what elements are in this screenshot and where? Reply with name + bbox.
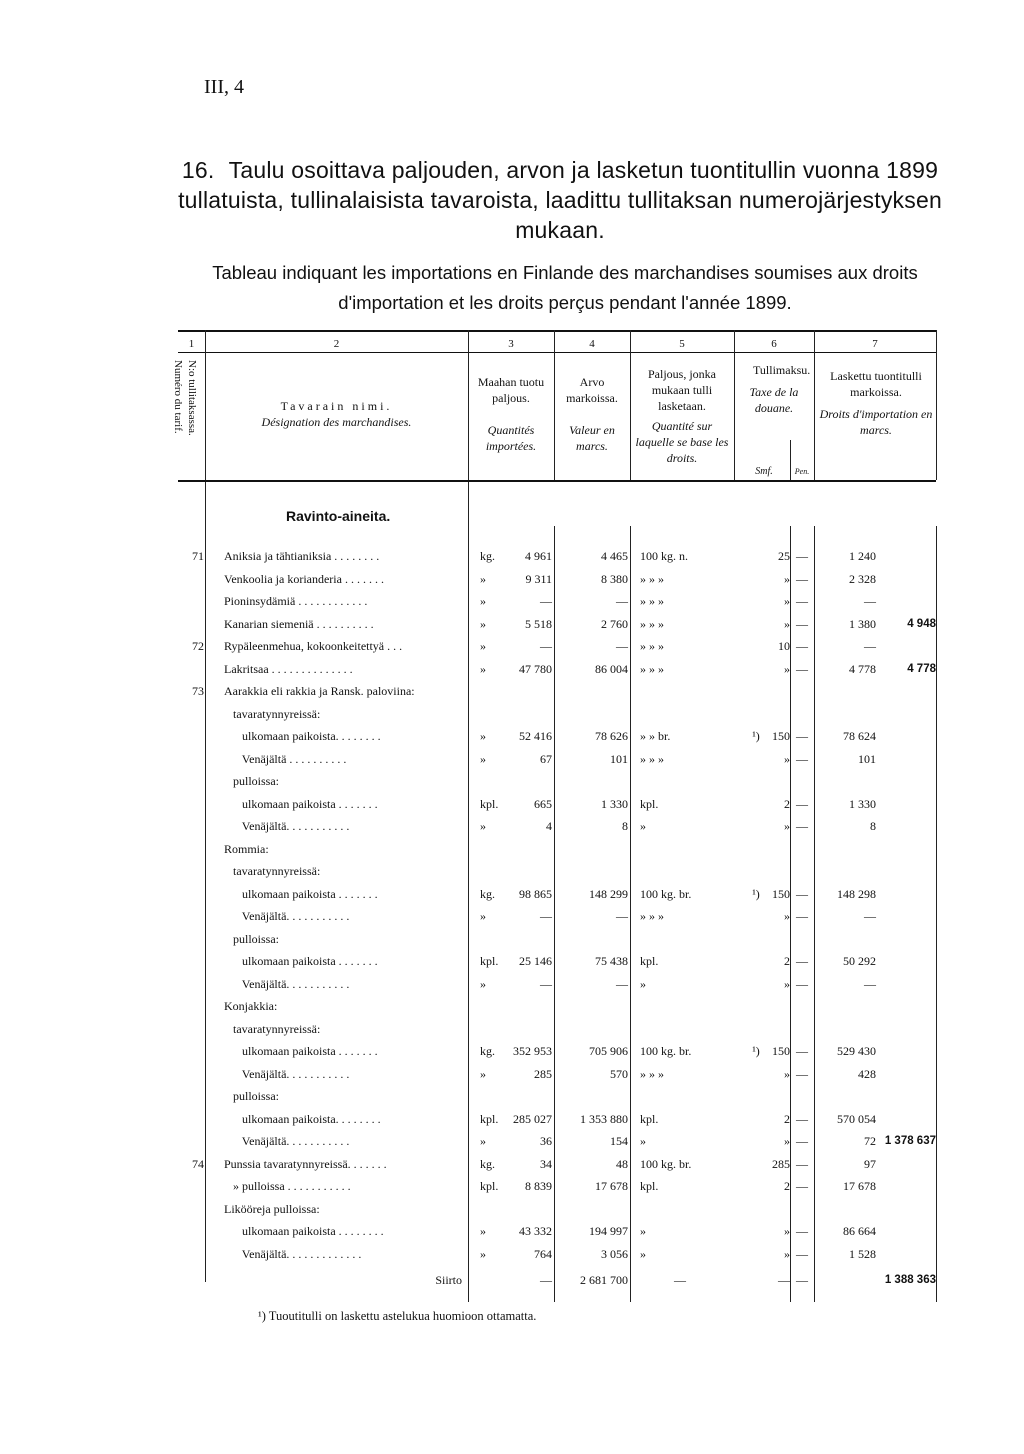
quantity: — — [540, 594, 552, 608]
duty-rate: 150 — [772, 1044, 790, 1058]
header-col6-fi: Tullimaksu. — [753, 363, 811, 377]
unit: » — [480, 571, 486, 586]
quantity: 43 332 — [519, 1224, 552, 1238]
header-col6-sub2: Pen. — [794, 467, 810, 476]
header-col6-sub1: Smf. — [755, 466, 773, 477]
item-name: pulloissa: — [224, 931, 280, 946]
title-french: Tableau indiquant les importations en Finlande des marchandises soumises aux droits d'importation et les droits perçus pendant l'année 1899. — [212, 262, 918, 313]
unit: » — [480, 616, 486, 631]
value: 78 626 — [595, 729, 628, 743]
value: 1 353 880 — [580, 1111, 628, 1126]
unit: kg. — [480, 1044, 495, 1058]
rate-pennies: — — [796, 819, 808, 833]
rate-pennies: — — [796, 661, 808, 676]
duty-rate: » — [784, 976, 790, 991]
table-row — [178, 749, 936, 770]
value: 3 056 — [601, 1246, 628, 1261]
table-row — [178, 546, 936, 567]
header-col4-fi: Arvo markoissa. — [566, 375, 618, 405]
duty-amount: 529 430 — [837, 1044, 876, 1058]
footnote-mark: ¹) — [752, 729, 760, 743]
duty-basis: » — [640, 1246, 646, 1261]
duty-basis: » » » — [640, 909, 664, 923]
rate-pennies: — — [796, 1111, 808, 1126]
item-name: Likööreja pulloissa: — [224, 1201, 320, 1216]
table-row — [178, 1019, 936, 1040]
quantity: 67 — [540, 751, 552, 766]
duty-amount: 101 — [858, 751, 876, 766]
unit: » — [480, 1134, 486, 1148]
item-name: tavaratynnyreissä: — [224, 706, 321, 721]
value: 1 330 — [601, 796, 628, 811]
value: — — [616, 639, 628, 653]
table-row — [178, 1221, 936, 1242]
rate-pennies: — — [796, 729, 808, 743]
item-name: ulkomaan paikoista . . . . . . . — [224, 886, 378, 901]
value: — — [616, 909, 628, 923]
item-name: Aniksia ja tähtianiksia . . . . . . . . — [224, 549, 380, 563]
item-name: Pioninsydämiä . . . . . . . . . . . . — [224, 594, 368, 608]
duty-rate: » — [784, 661, 790, 676]
total-dash: — — [796, 1273, 808, 1287]
header-col1-fi: N:o tullitaksassa. — [186, 360, 198, 436]
group-total: 4 778 — [907, 662, 936, 675]
duty-rate: 150 — [772, 729, 790, 743]
duty-basis: » » » — [640, 751, 664, 766]
duty-amount: 1 380 — [849, 616, 876, 631]
item-name: pulloissa: — [224, 774, 280, 788]
duty-amount: 570 054 — [837, 1111, 876, 1126]
header-col5-fr: Quantité sur laquelle se base les droits. — [635, 419, 729, 465]
header-col3-fi: Maahan tuotu paljous. — [477, 375, 545, 405]
duty-amount: — — [864, 594, 876, 608]
duty-basis: » » » — [640, 616, 664, 631]
unit: » — [480, 639, 486, 653]
table-row — [178, 974, 936, 995]
item-name: Venäjältä. . . . . . . . . . . . . — [224, 1246, 362, 1261]
quantity: 352 953 — [513, 1044, 552, 1058]
duty-amount: 17 678 — [843, 1179, 876, 1193]
quantity: 5 518 — [525, 616, 552, 631]
rate-pennies: — — [796, 594, 808, 608]
duty-rate: 285 — [772, 1156, 790, 1171]
duty-amount: 1 330 — [849, 796, 876, 811]
unit: » — [480, 661, 486, 676]
total-base: — — [674, 1273, 686, 1287]
item-name: Aarakkia eli rakkia ja Ransk. paloviina: — [224, 684, 415, 698]
value: — — [616, 594, 628, 608]
duty-basis: » » » — [640, 594, 664, 608]
group-total: 4 948 — [907, 617, 936, 630]
unit: kpl. — [480, 1179, 499, 1193]
duty-rate: » — [784, 1066, 790, 1081]
quantity: — — [540, 909, 552, 923]
value: 75 438 — [595, 954, 628, 968]
rate-pennies: — — [796, 1179, 808, 1193]
duty-amount: — — [864, 976, 876, 991]
tariff-number: 73 — [192, 684, 204, 698]
header-col2-fr: Désignation des marchandises. — [261, 415, 412, 429]
item-name: Konjakkia: — [224, 999, 278, 1013]
quantity: 285 027 — [513, 1111, 552, 1126]
duty-basis: » » » — [640, 639, 664, 653]
rate-pennies: — — [796, 796, 808, 811]
header-col7-fr: Droits d'importation en marcs. — [819, 407, 933, 437]
header-col5 — [632, 366, 732, 466]
duty-basis: kpl. — [640, 954, 659, 968]
rate-pennies: — — [796, 751, 808, 766]
duty-rate: 2 — [784, 796, 790, 811]
unit: » — [480, 1224, 486, 1238]
rate-pennies: — — [796, 954, 808, 968]
duty-basis: » — [640, 1224, 646, 1238]
title-finnish-text: Taulu osoittava paljouden, arvon ja lasketun tuontitullin vuonna 1899 tullatuista, tullinalaisista tavaroista, laadittu tullitaksan numerojärjestyksen mukaan. — [178, 157, 942, 243]
unit: » — [480, 729, 486, 743]
value: 8 — [622, 819, 628, 833]
item-name: ulkomaan paikoista . . . . . . . — [224, 1044, 378, 1058]
duty-basis: 100 kg. br. — [640, 1156, 692, 1171]
table-row — [178, 1109, 936, 1130]
header-col3-fr: Quantités importées. — [485, 423, 537, 453]
quantity: 4 961 — [525, 549, 552, 563]
rate-pennies: — — [796, 1044, 808, 1058]
header-col7-fi: Laskettu tuontitulli markoissa. — [830, 369, 922, 399]
col-divider-6 — [814, 330, 815, 480]
colnum-4: 4 — [589, 338, 595, 350]
quantity: 285 — [534, 1066, 552, 1081]
table-row — [178, 704, 936, 725]
rate-pennies: — — [796, 549, 808, 563]
item-name: » pulloissa . . . . . . . . . . . — [224, 1179, 351, 1193]
item-name: ulkomaan paikoista. . . . . . . . — [224, 729, 381, 743]
page-number: III, 4 — [204, 76, 244, 98]
tariff-number: 74 — [192, 1156, 204, 1171]
unit: kg. — [480, 1156, 495, 1171]
rate-pennies: — — [796, 976, 808, 991]
table-row — [178, 1086, 936, 1107]
duty-basis: 100 kg. br. — [640, 1044, 692, 1058]
unit: kpl. — [480, 1111, 499, 1126]
rate-pennies: — — [796, 639, 808, 653]
quantity: 9 311 — [525, 571, 552, 586]
duty-amount: 4 778 — [849, 661, 876, 676]
item-name: Venäjältä. . . . . . . . . . . — [224, 976, 350, 991]
duty-basis: » » br. — [640, 729, 671, 743]
duty-basis: kpl. — [640, 1179, 659, 1193]
duty-basis: » » » — [640, 571, 664, 586]
col-divider-7 — [936, 330, 937, 480]
item-name: Lakritsaa . . . . . . . . . . . . . . — [224, 661, 353, 676]
quantity: 98 865 — [519, 886, 552, 901]
table-row — [178, 659, 936, 680]
rate-pennies: — — [796, 909, 808, 923]
duty-rate: » — [784, 571, 790, 586]
table-row — [178, 816, 936, 837]
duty-amount: 97 — [864, 1156, 876, 1171]
quantity: 34 — [540, 1156, 552, 1171]
table-row — [178, 569, 936, 590]
import-table — [172, 330, 936, 1300]
colnum-2: 2 — [333, 338, 340, 350]
duty-basis: kpl. — [640, 796, 659, 811]
duty-amount: 148 298 — [837, 886, 876, 901]
unit: » — [480, 819, 486, 833]
colnum-5: 5 — [679, 338, 685, 350]
duty-amount: 86 664 — [843, 1224, 876, 1238]
duty-rate: 10 — [778, 639, 790, 653]
quantity: — — [540, 639, 552, 653]
value: 48 — [616, 1156, 628, 1171]
unit: » — [480, 1066, 486, 1081]
quantity: 52 416 — [519, 729, 552, 743]
footnote-mark: ¹) — [752, 1044, 760, 1058]
table-row — [178, 1244, 936, 1265]
duty-basis: kpl. — [640, 1111, 659, 1126]
header-col3 — [468, 374, 554, 454]
unit: kg. — [480, 886, 495, 901]
quantity: 4 — [546, 819, 552, 833]
colnum-6: 6 — [771, 338, 777, 350]
item-name: Venäjältä. . . . . . . . . . . — [224, 1066, 350, 1081]
unit: » — [480, 909, 486, 923]
item-name: Rommia: — [224, 841, 269, 856]
duty-rate: » — [784, 1224, 790, 1238]
item-name: Venäjältä. . . . . . . . . . . — [224, 909, 350, 923]
rate-pennies: — — [796, 1224, 808, 1238]
table-row — [178, 861, 936, 882]
value: 154 — [610, 1134, 628, 1148]
item-name: ulkomaan paikoista. . . . . . . . — [224, 1111, 381, 1126]
table-row — [178, 1041, 936, 1062]
quantity: 25 146 — [519, 954, 552, 968]
duty-rate: 2 — [784, 954, 790, 968]
duty-rate: 150 — [772, 886, 790, 901]
duty-amount: 8 — [870, 819, 876, 833]
item-name: Rypäleenmehua, kokoonkeitettyä . . . — [224, 639, 403, 653]
value: 101 — [610, 751, 628, 766]
value: 148 299 — [589, 886, 628, 901]
item-name: Venkoolia ja korianderia . . . . . . . — [224, 571, 384, 586]
item-name: Punssia tavaratynnyreissä. . . . . . . — [224, 1156, 387, 1171]
duty-amount: 50 292 — [843, 954, 876, 968]
total-val: 2 681 700 — [580, 1273, 628, 1287]
duty-rate: 25 — [778, 549, 790, 563]
duty-rate: » — [784, 1134, 790, 1148]
value: 705 906 — [589, 1044, 628, 1058]
table-row — [178, 906, 936, 927]
unit: » — [480, 594, 486, 608]
colnum-3: 3 — [508, 338, 514, 350]
duty-amount: 1 240 — [849, 549, 876, 563]
duty-amount: 428 — [858, 1066, 876, 1081]
colnum-1: 1 — [188, 338, 195, 350]
duty-rate: 2 — [784, 1111, 790, 1126]
table-row — [178, 1176, 936, 1197]
colnum-7: 7 — [872, 338, 878, 350]
footnote: ¹) Tuoutitulli on laskettu astelukua huomioon ottamatta. — [258, 1309, 537, 1323]
unit: » — [480, 976, 486, 991]
duty-basis: » — [640, 976, 646, 991]
header-col4-fr: Valeur en marcs. — [569, 423, 615, 453]
table-row — [178, 884, 936, 905]
table-row — [178, 681, 936, 702]
item-name: ulkomaan paikoista . . . . . . . . — [224, 1224, 384, 1238]
group-total: 1 378 637 — [884, 1135, 936, 1147]
unit: » — [480, 1246, 486, 1261]
table-row — [178, 1154, 936, 1175]
tariff-number: 71 — [192, 549, 204, 563]
total-label: Siirto — [435, 1273, 462, 1287]
header-col2-fi: Tavarain nimi. — [280, 399, 393, 413]
table-row — [178, 996, 936, 1017]
rate-pennies: — — [796, 1134, 808, 1148]
header-col6 — [734, 362, 814, 416]
duty-rate: » — [784, 819, 790, 833]
table-row — [178, 794, 936, 815]
value: 570 — [610, 1066, 628, 1081]
duty-amount: 72 — [864, 1134, 876, 1148]
rate-pennies: — — [796, 616, 808, 631]
table-row — [178, 726, 936, 747]
duty-rate: 2 — [784, 1179, 790, 1193]
total-group: 1 388 363 — [884, 1274, 936, 1286]
col-divider-4 — [630, 330, 631, 480]
duty-amount: — — [864, 639, 876, 653]
table-row — [178, 1131, 936, 1152]
duty-basis: » » » — [640, 1066, 664, 1081]
item-name: ulkomaan paikoista . . . . . . . — [224, 796, 378, 811]
quantity: 47 780 — [519, 661, 552, 676]
duty-basis: » » » — [640, 661, 664, 676]
value: 4 465 — [601, 549, 628, 563]
value: 194 997 — [589, 1224, 628, 1238]
duty-basis: 100 kg. n. — [640, 549, 688, 563]
column-number-rule — [178, 352, 936, 353]
rate-pennies: — — [796, 1066, 808, 1081]
table-top-rule — [178, 330, 936, 332]
value: 2 760 — [601, 616, 628, 631]
table-row — [178, 929, 936, 950]
header-col5-fi: Paljous, jonka mukaan tulli lasketaan. — [648, 367, 716, 413]
item-name: Venäjältä. . . . . . . . . . . — [224, 1134, 350, 1148]
quantity: 8 839 — [525, 1179, 552, 1193]
unit: kg. — [480, 549, 495, 563]
value: 8 380 — [601, 571, 628, 586]
col-divider-3 — [554, 330, 555, 480]
tariff-number: 72 — [192, 639, 204, 653]
duty-basis: 100 kg. br. — [640, 886, 692, 901]
duty-rate: » — [784, 594, 790, 608]
duty-rate: » — [784, 1246, 790, 1261]
table-row — [178, 951, 936, 972]
table-row — [178, 1199, 936, 1220]
rate-pennies: — — [796, 886, 808, 901]
item-name: Venäjältä . . . . . . . . . . — [224, 751, 347, 766]
table-row — [178, 1064, 936, 1085]
header-bottom-rule — [178, 480, 936, 482]
duty-rate: » — [784, 909, 790, 923]
rate-pennies: — — [796, 1246, 808, 1261]
item-name: Kanarian siemeniä . . . . . . . . . . — [224, 616, 374, 631]
table-row — [178, 839, 936, 860]
value: 86 004 — [595, 661, 628, 676]
duty-basis: » — [640, 1134, 646, 1148]
rate-pennies: — — [796, 571, 808, 586]
duty-rate: » — [784, 616, 790, 631]
duty-amount: — — [864, 909, 876, 923]
duty-rate: » — [784, 751, 790, 766]
item-name: tavaratynnyreissä: — [224, 864, 321, 878]
body-divider-7 — [936, 526, 937, 1302]
value: — — [616, 976, 628, 991]
header-col1-fr: Numéro du tarif. — [172, 360, 184, 434]
duty-amount: 1 528 — [849, 1246, 876, 1261]
item-name: ulkomaan paikoista . . . . . . . — [224, 954, 378, 968]
duty-amount: 2 328 — [849, 571, 876, 586]
unit: » — [480, 751, 486, 766]
footnote-mark: ¹) — [752, 886, 760, 901]
item-name: tavaratynnyreissä: — [224, 1021, 321, 1036]
section-heading: Ravinto-aineita. — [286, 508, 391, 524]
total-row — [178, 1270, 936, 1291]
value: 17 678 — [595, 1179, 628, 1193]
header-col4 — [558, 374, 626, 454]
quantity: 665 — [534, 796, 552, 811]
total-rate: — — [778, 1273, 790, 1287]
quantity: 764 — [534, 1246, 552, 1261]
unit: kpl. — [480, 954, 499, 968]
duty-basis: » — [640, 819, 646, 833]
table-row — [178, 636, 936, 657]
header-col1 — [172, 360, 200, 500]
header-col2 — [205, 398, 468, 430]
quantity: 36 — [540, 1134, 552, 1148]
table-row — [178, 614, 936, 635]
total-qty: — — [540, 1273, 552, 1287]
unit: kpl. — [480, 796, 499, 811]
header-col7 — [818, 368, 934, 438]
table-row — [178, 591, 936, 612]
table-number: 16. — [181, 157, 215, 183]
table-row — [178, 771, 936, 792]
title-finnish — [170, 155, 950, 245]
duty-amount: 78 624 — [843, 729, 876, 743]
item-name: Venäjältä. . . . . . . . . . . — [224, 819, 350, 833]
header-col6-fr: Taxe de la douane. — [749, 385, 799, 415]
rate-pennies: — — [796, 1156, 808, 1171]
item-name: pulloissa: — [224, 1089, 280, 1103]
quantity: — — [540, 976, 552, 991]
